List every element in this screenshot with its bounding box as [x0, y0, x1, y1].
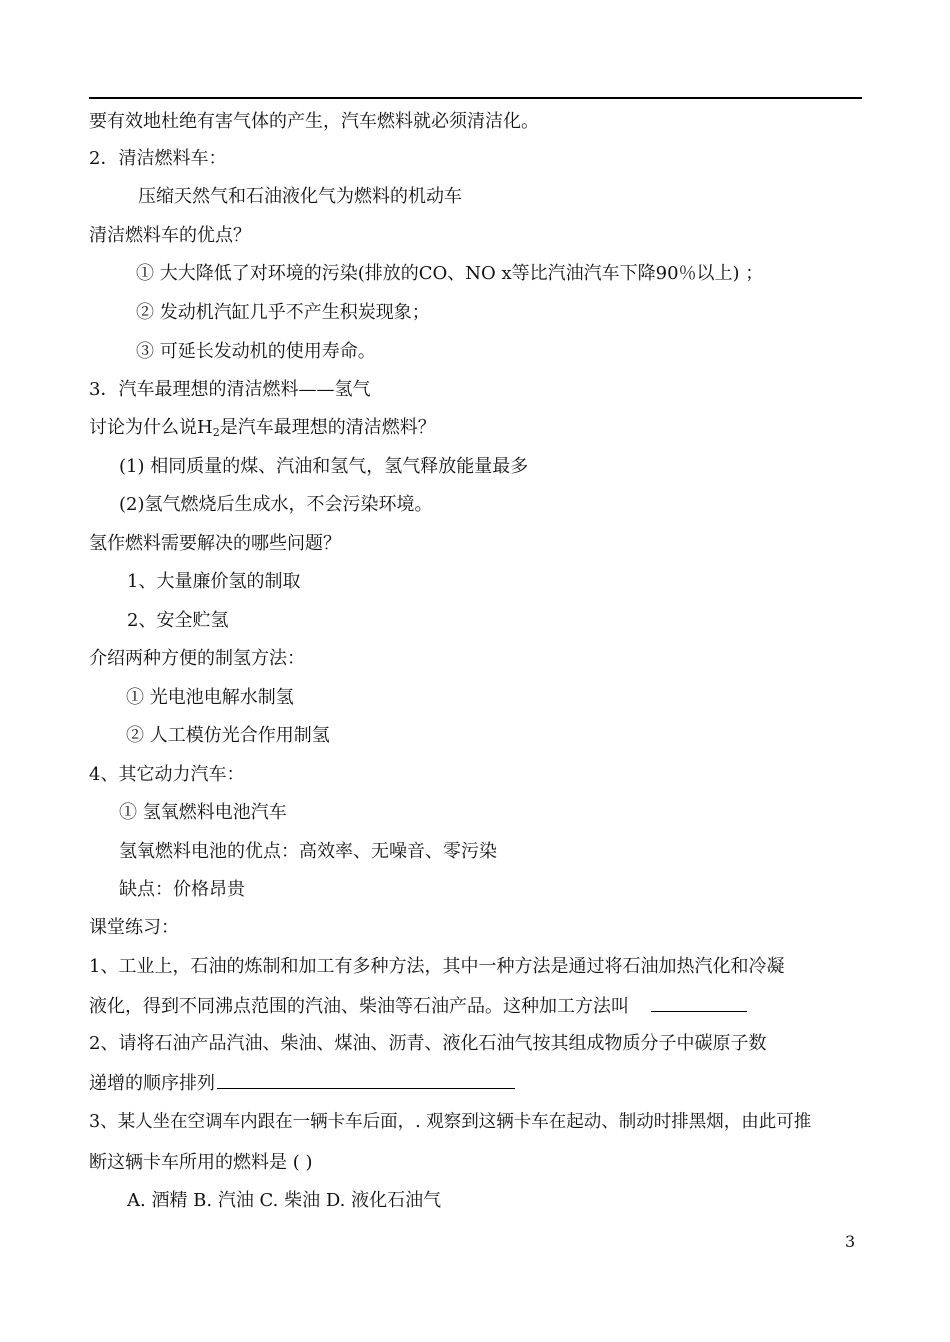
text-line: 要有效地杜绝有害气体的产生，汽车燃料就必须清洁化。 — [89, 111, 539, 132]
list-item: (1) 相同质量的煤、汽油和氢气，氢气释放能量最多 — [119, 456, 529, 477]
list-item: ① 氢氧燃料电池汽车 — [119, 802, 287, 823]
exercise-line: 2、请将石油产品汽油、柴油、煤油、沥青、液化石油气按其组成物质分子中碳原子数 — [89, 1033, 767, 1054]
list-item: 2、安全贮氢 — [127, 610, 229, 631]
exercise-line: 3、某人坐在空调车内跟在一辆卡车后面，. 观察到这辆卡车在起动、制动时排黑烟，由此可推 — [89, 1112, 812, 1132]
exercise-text: 递增的顺序排列 — [89, 1073, 215, 1094]
exercise-line: 1、工业上，石油的炼制和加工有多种方法，其中一种方法是通过将石油加热汽化和冷凝 — [89, 956, 785, 977]
answer-blank[interactable] — [217, 1070, 515, 1089]
list-item: ① 大大降低了对环境的污染(排放的CO、NO x等比汽油汽车下降90％以上) ； — [136, 263, 764, 284]
text-line: 介绍两种方便的制氢方法： — [89, 648, 305, 669]
exercise-text: 液化，得到不同沸点范围的汽油、柴油等石油产品。这种加工方法叫 — [89, 996, 629, 1017]
page-number: 3 — [845, 1232, 856, 1251]
list-item: ② 人工模仿光合作用制氢 — [126, 725, 330, 746]
section-heading: 2．清洁燃料车： — [89, 148, 227, 169]
text-line: 氢氧燃料电池的优点：高效率、无噪音、零污染 — [119, 841, 497, 862]
question-line: 氢作燃料需要解决的哪些问题？ — [89, 533, 341, 554]
text-line: 压缩天然气和石油液化气为燃料的机动车 — [138, 186, 462, 207]
list-item: ① 光电池电解水制氢 — [126, 687, 294, 708]
list-item: 1、大量廉价氢的制取 — [127, 571, 301, 592]
section-heading: 4、其它动力汽车： — [89, 764, 245, 785]
answer-blank[interactable] — [651, 993, 747, 1012]
text-line: 缺点：价格昂贵 — [119, 879, 245, 900]
exercise-line — [89, 993, 747, 1019]
list-item: ③ 可延长发动机的使用寿命。 — [136, 341, 376, 362]
question-line — [89, 416, 436, 445]
question-text-end: 是汽车最理想的清洁燃料？ — [219, 417, 436, 438]
header-rule — [89, 97, 862, 99]
exercise-line: 断这辆卡车所用的燃料是 ( ) — [89, 1152, 313, 1173]
section-heading: 课堂练习： — [89, 917, 179, 938]
answer-options: A. 酒精 B. 汽油 C. 柴油 D. 液化石油气 — [127, 1190, 442, 1211]
question-line: 清洁燃料车的优点？ — [89, 225, 251, 246]
subscript: 2 — [212, 426, 220, 439]
exercise-line — [89, 1070, 515, 1096]
question-text-start: 讨论为什么说H — [89, 417, 213, 438]
section-heading: 3．汽车最理想的清洁燃料——氢气 — [89, 379, 371, 400]
list-item: ② 发动机汽缸几乎不产生积炭现象； — [136, 302, 430, 323]
list-item: (2)氢气燃烧后生成水，不会污染环境。 — [119, 494, 433, 515]
